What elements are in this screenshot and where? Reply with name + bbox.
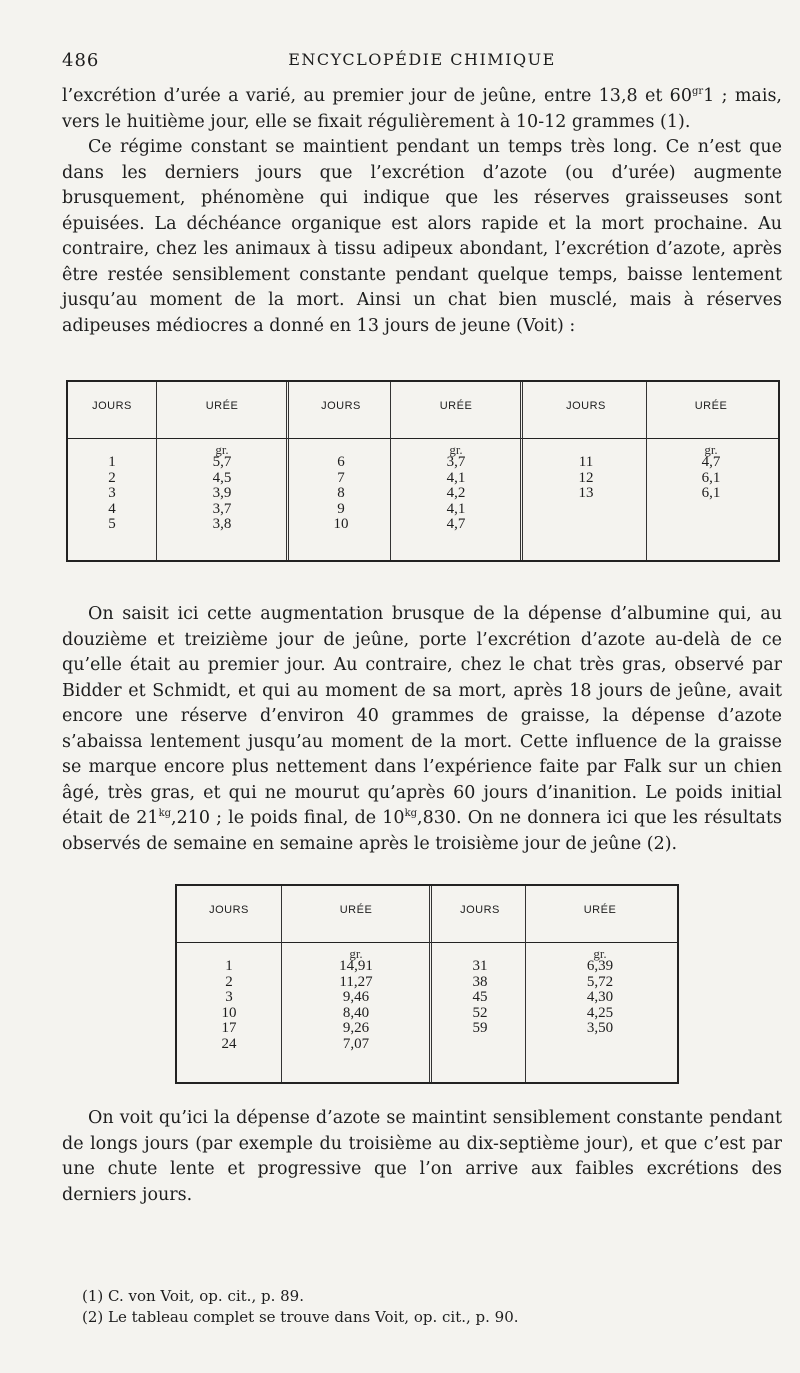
table2-col-urea-1: [281, 886, 430, 1082]
cell: 13: [578, 485, 594, 502]
cell: 52: [472, 1004, 488, 1021]
para2-a: On saisit ici cette augmentation brusque de la dépense d’albumine qui, au douzième et treizième jour de jeûne, porte l’excrétion d’azote au-delà de ce qu’elle était au premier jour. Au contraire, chez le chat très gras, observé par Bidder et Schmidt, et qui au moment de sa mort, après 18 jours de jeûne, avait encore une réserve d’environ 40 grammes de graisse, la dépense d’azote s’abaissa lentement jusqu’au moment de la mort. Cette influence de la graisse se marque encore plus nettement dans l’expérience faite par Falk sur un chien âgé, très gras, et qui ne mourut qu’après 60 jours d’inanition. Le poids initial était de 21: [62, 604, 782, 828]
cell: 6: [337, 454, 345, 470]
para2-sup2: kg: [404, 808, 418, 820]
cell: 4,5: [212, 469, 232, 486]
cell: 3: [225, 989, 233, 1006]
col-header: URÉE: [205, 400, 239, 412]
cell: 24: [221, 1035, 237, 1052]
cell: 3,7: [212, 500, 232, 517]
unit-label: gr.: [593, 946, 607, 961]
para2-c: ,830. On ne donnera ici que les résultats observés de semaine en semaine après le troisième jour de jeûne (2).: [62, 808, 783, 854]
para1-line1: l’excrétion d’urée a varié, au premier jour de jeûne, entre 13,8 et 60: [62, 86, 692, 106]
cell: 5,72: [586, 973, 614, 990]
urea-table-dog: [175, 884, 679, 1084]
col-header: URÉE: [583, 904, 617, 916]
cell: 7,07: [342, 1035, 370, 1052]
cell: 38: [472, 973, 488, 990]
para1-sup: gr: [691, 86, 704, 98]
cell: 8: [337, 485, 345, 502]
cell: 4,2: [446, 485, 466, 502]
cell: 1: [108, 454, 116, 470]
cell: 3,7: [446, 454, 466, 470]
cell: 3,9: [212, 485, 232, 502]
cell: 31: [472, 958, 488, 974]
col-header: JOURS: [209, 904, 249, 916]
cell: 6,1: [701, 469, 721, 486]
table1-values-urea-2: [391, 455, 521, 533]
cell: 6,39: [586, 958, 614, 974]
cell: 4,25: [586, 1004, 614, 1021]
paragraph-intro: [62, 84, 782, 339]
cell: 12: [578, 469, 594, 486]
paragraph-discussion: [62, 602, 782, 857]
running-title: ENCYCLOPÉDIE CHIMIQUE: [288, 50, 556, 69]
table1-col-urea-1: [156, 382, 287, 560]
cell: 17: [221, 1020, 237, 1037]
cell: 4,7: [701, 454, 721, 470]
cell: 4,1: [446, 469, 466, 486]
cell: 10: [333, 516, 349, 533]
cell: 4,7: [446, 516, 466, 533]
cell: 6,1: [701, 485, 721, 502]
footnote-2: (2) Le tableau complet se trouve dans Voit, op. cit., p. 90.: [82, 1308, 519, 1326]
table2-values-urea-1: [282, 959, 430, 1053]
cell: 10: [221, 1004, 237, 1021]
cell: 3: [108, 485, 116, 502]
table1-values-days-2: [289, 455, 393, 533]
col-header: URÉE: [694, 400, 728, 412]
cell: 4,30: [586, 989, 614, 1006]
cell: 14,91: [339, 958, 373, 974]
col-header: JOURS: [566, 400, 606, 412]
table1-col-urea-3: [646, 382, 775, 560]
cell: 11: [578, 454, 594, 470]
table1-values-urea-3: [647, 455, 775, 502]
footnote-1: (1) C. von Voit, op. cit., p. 89.: [82, 1287, 304, 1305]
col-header: URÉE: [439, 400, 473, 412]
table1-col-days-2: [286, 382, 393, 560]
col-header: JOURS: [92, 400, 132, 412]
cell: 8,40: [342, 1004, 370, 1021]
table2-values-days-1: [177, 959, 281, 1053]
cell: 2: [108, 469, 116, 486]
col-header: JOURS: [460, 904, 500, 916]
unit-label: gr.: [449, 442, 463, 457]
unit-label: gr.: [704, 442, 718, 457]
cell: 9,26: [342, 1020, 370, 1037]
cell: 4,1: [446, 500, 466, 517]
col-header: URÉE: [339, 904, 373, 916]
table2-values-urea-2: [526, 959, 674, 1037]
cell: 1: [225, 958, 233, 974]
para2-b: ,210 ; le poids final, de 10: [171, 808, 405, 828]
cell: 9: [337, 500, 345, 517]
table2-col-days-2: [429, 886, 528, 1082]
page-number: 486: [62, 50, 100, 71]
cell: 3,50: [586, 1020, 614, 1037]
cell: 9,46: [342, 989, 370, 1006]
table1-values-urea-1: [157, 455, 287, 533]
unit-label: gr.: [215, 442, 229, 457]
table1-col-days-3: [520, 382, 649, 560]
cell: 5,7: [212, 454, 232, 470]
cell: 11,27: [339, 973, 373, 990]
cell: 5: [108, 516, 116, 533]
running-head: [62, 50, 782, 74]
table1-col-days-1: [68, 382, 156, 560]
footnotes: [82, 1286, 782, 1328]
urea-table-cat: [66, 380, 780, 562]
paragraph-regime: Ce régime constant se maintient pendant un temps très long. Ce n’est que dans les derniers jours que l’excrétion d’azote (ou d’urée) augmente brusquement, phénomène qui indique que les réserves graisseuses sont épuisées. La déchéance organique est alors rapide et la mort prochaine. Au contraire, chez les animaux à tissu adipeux abondant, l’excrétion d’azote, après être restée sensiblement constante pendant quelque temps, baisse lentement jusqu’au moment de la mort. Ainsi un chat bien musclé, mais à réserves adipeuses médiocres a donné en 13 jours de jeune (Voit) :: [62, 137, 782, 336]
table1-values-days-3: [523, 455, 649, 502]
table1-col-urea-2: [390, 382, 521, 560]
unit-label: gr.: [349, 946, 363, 961]
col-header: JOURS: [321, 400, 361, 412]
para1-rest: 1 ; mais, vers le huitième jour, elle se fixait régulièrement à 10-12 grammes (1).: [62, 86, 782, 132]
cell: 7: [337, 469, 345, 486]
cell: 3,8: [212, 516, 232, 533]
cell: 59: [472, 1020, 488, 1037]
table1-values-days-1: [68, 455, 156, 533]
table2-col-urea-2: [525, 886, 674, 1082]
para2-sup1: kg: [158, 808, 172, 820]
cell: 45: [472, 989, 488, 1006]
table2-values-days-2: [432, 959, 528, 1037]
table2-col-days-1: [177, 886, 281, 1082]
cell: 2: [225, 973, 233, 990]
paragraph-conclusion: On voit qu’ici la dépense d’azote se maintint sensiblement constante pendant de longs jours (par exemple du troisième au dix-septième jour), et que c’est par une chute lente et progressive que l’on arrive aux faibles excrétions des derniers jours.: [62, 1108, 782, 1205]
cell: 4: [108, 500, 116, 517]
